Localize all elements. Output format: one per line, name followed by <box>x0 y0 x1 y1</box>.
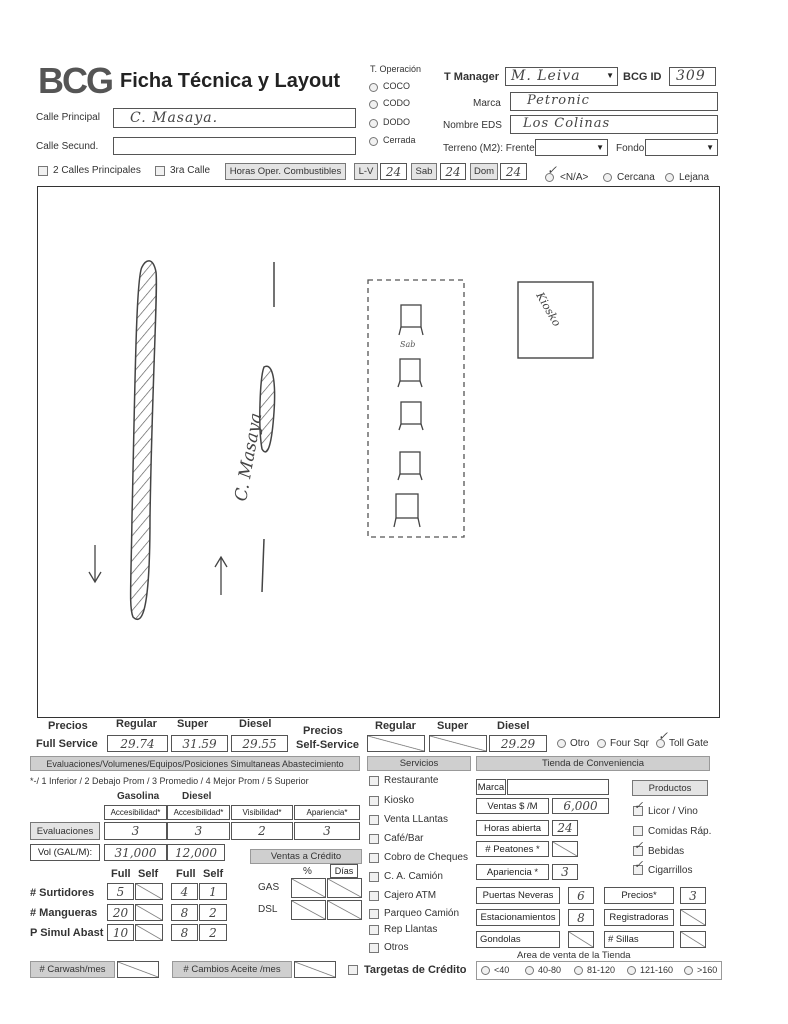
pump-1 <box>399 305 423 335</box>
logo: BCG <box>38 60 112 101</box>
t-manager-label: T Manager <box>444 71 500 83</box>
horas-abierta-label: Horas abierta <box>476 820 549 836</box>
cercana-label: Cercana <box>617 172 655 183</box>
self-super-field[interactable] <box>429 735 487 752</box>
sillas-label: # Sillas <box>604 931 674 948</box>
apariencia-header: Apariencia* <box>294 805 360 820</box>
diesel-eval-label: Diesel <box>182 791 212 802</box>
chevron-down-icon: ▼ <box>606 71 614 80</box>
area-gt160-label: >160 <box>697 965 718 975</box>
chevron-down-icon: ▼ <box>596 143 604 152</box>
accesibilidad-dsl-header: Accesibilidad* <box>167 805 230 820</box>
area-lt40-label: <40 <box>494 965 510 975</box>
gondolas-field[interactable] <box>568 931 594 948</box>
lv-field[interactable]: 24 <box>380 163 407 180</box>
servicio-otros-label: Otros <box>384 942 409 953</box>
accesibilidad-gas-header: Accesibilidad* <box>104 805 167 820</box>
eval-apariencia[interactable]: 3 <box>294 822 360 840</box>
area-gt160-radio[interactable] <box>684 966 693 975</box>
carwash-field[interactable] <box>117 961 159 978</box>
precios-tienda-field[interactable]: 3 <box>680 887 706 904</box>
kiosk-label: Kiosko <box>533 290 564 329</box>
sketch-drawing <box>38 187 721 719</box>
cambios-aceite-field[interactable] <box>294 961 336 978</box>
op-dodo-label: DODO <box>383 117 410 127</box>
dsl-full-label: Full <box>176 868 196 880</box>
checkmark-icon: ✓ <box>658 729 670 743</box>
mangueras-label: # Mangueras <box>30 907 98 919</box>
full-super-field[interactable]: 31.59 <box>171 735 228 752</box>
gasolina-label: Gasolina <box>117 791 160 802</box>
puertas-neveras-field[interactable]: 6 <box>568 887 594 904</box>
surtidores-gas-full[interactable]: 5 <box>107 883 134 900</box>
area-121-160-radio[interactable] <box>627 966 636 975</box>
servicio-venta-llantas-label: Venta LLantas <box>384 814 448 825</box>
t-manager-value: M. Leiva <box>511 68 581 84</box>
servicio-restaurante-label: Restaurante <box>384 775 439 786</box>
servicio-ca-camion-checkbox[interactable] <box>369 872 379 882</box>
na-label: <N/A> <box>560 172 589 183</box>
op-cerrada-label: Cerrada <box>383 135 416 145</box>
calle-principal-label: Calle Principal <box>36 112 100 123</box>
tienda-marca-label: Marca <box>476 779 506 795</box>
t-operacion-label: T. Operación <box>370 64 422 74</box>
dsl-label: DSL <box>258 904 278 915</box>
gas-full-label: Full <box>111 868 131 880</box>
otro-radio[interactable] <box>557 739 566 748</box>
registradoras-field[interactable] <box>680 909 706 926</box>
servicio-rep-llantas-label: Rep Llantas <box>384 924 438 935</box>
marca-label: Marca <box>473 98 501 109</box>
simul-gas-full[interactable]: 10 <box>107 924 134 941</box>
op-dodo-radio[interactable] <box>369 119 378 128</box>
median-left <box>131 261 157 620</box>
area-121-160-label: 121-160 <box>640 965 674 975</box>
ventas-label: Ventas $ /M <box>476 798 549 814</box>
area-81-120-radio[interactable] <box>574 966 583 975</box>
full-diesel-field[interactable]: 29.55 <box>231 735 288 752</box>
servicio-venta-llantas-checkbox[interactable] <box>369 815 379 825</box>
servicio-cafe-bar-checkbox[interactable] <box>369 834 379 844</box>
visibilidad-header: Visibilidad* <box>231 805 293 820</box>
tienda-marca-field[interactable] <box>507 779 609 795</box>
surtidores-label: # Surtidores <box>30 887 95 899</box>
producto-comidas-label: Comidas Ráp. <box>648 826 712 837</box>
cambios-aceite-label: # Cambios Aceite /mes <box>172 961 292 978</box>
ventas-credito-header: Ventas a Crédito <box>250 849 362 864</box>
producto-licor-label: Licor / Vino <box>648 806 698 817</box>
tarjetas-credito-checkbox[interactable] <box>348 965 358 975</box>
servicio-otros-checkbox[interactable] <box>369 943 379 953</box>
servicio-restaurante-checkbox[interactable] <box>369 776 379 786</box>
area-40-80-radio[interactable] <box>525 966 534 975</box>
gas-pct-field[interactable] <box>291 878 326 898</box>
self-diesel-label: Diesel <box>497 720 530 732</box>
self-service-label: Self-Service <box>296 739 359 751</box>
precios-self-label: Precios <box>303 725 343 737</box>
precios-tienda-label: Precios* <box>604 887 674 904</box>
nombre-eds-field[interactable] <box>510 115 718 134</box>
dom-label: Dom <box>470 163 498 180</box>
otro-label: Otro <box>570 738 590 749</box>
dias-label: Días <box>330 864 358 878</box>
servicio-cajero-atm-checkbox[interactable] <box>369 891 379 901</box>
tarjetas-credito-label: Targetas de Crédito <box>364 964 467 976</box>
fondo-label: Fondo <box>616 143 645 154</box>
vol-label: Vol (GAL/M): <box>30 844 100 861</box>
checkmark-icon: ✓ <box>547 163 559 177</box>
horas-oper-button[interactable]: Horas Oper. Combustibles <box>225 163 346 180</box>
apariencia-tienda-label: Apariencia * <box>476 864 549 880</box>
precios-label: Precios <box>48 720 88 732</box>
producto-comidas-checkbox[interactable] <box>633 826 643 836</box>
vol-gas-field[interactable]: 31,000 <box>104 844 167 861</box>
calle-principal-value: C. Masaya. <box>130 110 219 126</box>
simul-gas-self[interactable] <box>135 924 163 941</box>
four-sqr-radio[interactable] <box>597 739 606 748</box>
mangueras-dsl-self[interactable]: 2 <box>199 904 227 921</box>
pump-5 <box>394 494 420 527</box>
pump-4 <box>398 452 422 480</box>
apariencia-tienda-field[interactable]: 3 <box>552 864 578 880</box>
gondolas-label: Gondolas <box>476 931 560 948</box>
marca-field[interactable] <box>510 92 718 111</box>
simul-dsl-full[interactable]: 8 <box>171 924 198 941</box>
full-regular-field[interactable]: 29.74 <box>107 735 168 752</box>
checkmark-icon: ✓ <box>634 839 645 852</box>
op-codo-label: CODO <box>383 98 410 108</box>
peatones-label: # Peatones * <box>476 841 549 857</box>
bcg-id-value: 309 <box>676 68 706 84</box>
area-venta-label: Area de venta de la Tienda <box>517 950 631 961</box>
horas-abierta-field[interactable]: 24 <box>552 820 578 836</box>
lv-label: L-V <box>354 163 378 180</box>
estacionamientos-field[interactable]: 8 <box>568 909 594 926</box>
carwash-label: # Carwash/mes <box>30 961 115 978</box>
calle-secund-field[interactable] <box>113 137 356 155</box>
registradoras-label: Registradoras <box>604 909 674 926</box>
area-lt40-radio[interactable] <box>481 966 490 975</box>
pump-2 <box>398 359 422 387</box>
lejana-label: Lejana <box>679 172 710 183</box>
area-81-120-label: 81-120 <box>587 965 616 975</box>
servicio-cobro-cheques-label: Cobro de Cheques <box>384 852 468 863</box>
marca-value: Petronic <box>527 93 590 108</box>
checkmark-icon: ✓ <box>634 799 645 812</box>
dsl-self-label: Self <box>203 868 224 880</box>
self-super-label: Super <box>437 720 469 732</box>
terreno-label: Terreno (M2): Frente <box>443 143 535 154</box>
simul-abast-label: P Simul Abast <box>30 927 104 939</box>
super-label: Super <box>177 718 209 730</box>
estacionamientos-label: Estacionamientos <box>476 909 560 926</box>
regular-label: Regular <box>116 718 157 730</box>
surtidores-dsl-full[interactable]: 4 <box>171 883 198 900</box>
self-regular-field[interactable] <box>367 735 425 752</box>
t-manager-select[interactable] <box>505 67 618 86</box>
tienda-header: Tienda de Conveniencia <box>476 756 710 771</box>
gas-dias-field[interactable] <box>327 878 362 898</box>
tercera-calle-checkbox[interactable] <box>155 166 165 176</box>
eval-visibilidad[interactable]: 2 <box>231 822 293 840</box>
dom-field[interactable]: 24 <box>500 163 527 180</box>
four-sqr-label: Four Sqr <box>610 738 649 749</box>
pump-label: Sab <box>400 340 416 349</box>
tercera-calle-label: 3ra Calle <box>170 165 211 176</box>
cercana-radio[interactable] <box>603 173 612 182</box>
street-label: C. Masaya <box>231 411 267 503</box>
nombre-eds-value: Los Colinas <box>523 116 611 131</box>
chevron-down-icon: ▼ <box>706 143 714 152</box>
op-coco-label: COCO <box>383 81 410 91</box>
sillas-field[interactable] <box>680 931 706 948</box>
gas-label: GAS <box>258 882 280 893</box>
productos-button[interactable]: Productos <box>632 780 708 796</box>
surtidores-gas-self[interactable] <box>135 883 163 900</box>
dos-calles-checkbox[interactable] <box>38 166 48 176</box>
evaluaciones-scale: *-/ 1 Inferior / 2 Debajo Prom / 3 Promedio / 4 Mejor Prom / 5 Superior <box>30 776 309 786</box>
producto-cigarrillos-label: Cigarrillos <box>648 865 693 876</box>
pct-label: % <box>303 866 312 877</box>
peatones-field[interactable] <box>552 841 578 857</box>
lejana-radio[interactable] <box>665 173 674 182</box>
toll-gate-label: Toll Gate <box>669 738 709 749</box>
layout-sketch-area[interactable] <box>37 186 720 718</box>
mangueras-gas-full[interactable]: 20 <box>107 904 134 921</box>
servicios-header: Servicios <box>367 756 471 771</box>
servicio-cobro-cheques-checkbox[interactable] <box>369 853 379 863</box>
area-40-80-label: 40-80 <box>538 965 562 975</box>
evaluaciones-label: Evaluaciones <box>30 822 100 840</box>
nombre-eds-label: Nombre EDS <box>443 120 502 131</box>
pump-island <box>368 280 464 537</box>
eval-accesibilidad-dsl[interactable]: 3 <box>167 822 230 840</box>
mangueras-dsl-full[interactable]: 8 <box>171 904 198 921</box>
bcg-id-label: BCG ID <box>623 71 662 83</box>
eval-accesibilidad-gas[interactable]: 3 <box>104 822 167 840</box>
ventas-field[interactable]: 6,000 <box>552 798 609 814</box>
sab-label: Sab <box>411 163 437 180</box>
calle-principal-field[interactable] <box>113 108 356 128</box>
lane-line-bottom <box>262 539 264 592</box>
dsl-pct-field[interactable] <box>291 900 326 920</box>
frente-select[interactable] <box>535 139 608 156</box>
servicio-ca-camion-label: C. A. Camión <box>384 871 443 882</box>
vol-dsl-field[interactable]: 12,000 <box>167 844 225 861</box>
op-codo-radio[interactable] <box>369 100 378 109</box>
mangueras-gas-self[interactable] <box>135 904 163 921</box>
sab-field[interactable]: 24 <box>440 163 466 180</box>
page-title: Ficha Técnica y Layout <box>120 70 341 92</box>
bcg-id-field[interactable] <box>669 67 716 86</box>
op-coco-radio[interactable] <box>369 83 378 92</box>
checkmark-icon: ✓ <box>634 858 645 871</box>
servicio-rep-llantas-checkbox[interactable] <box>369 925 379 935</box>
evaluaciones-header: Evaluaciones/Volumenes/Equipos/Posiciones Simultaneas Abastecimiento <box>30 756 360 771</box>
simul-dsl-self[interactable]: 2 <box>199 924 227 941</box>
producto-bebidas-label: Bebidas <box>648 846 685 857</box>
self-diesel-field[interactable]: 29.29 <box>489 735 547 752</box>
servicio-parqueo-camion-label: Parqueo Camión <box>384 908 460 919</box>
full-service-label: Full Service <box>36 738 98 750</box>
servicio-cajero-atm-label: Cajero ATM <box>384 890 437 901</box>
op-cerrada-radio[interactable] <box>369 137 378 146</box>
dos-calles-label: 2 Calles Principales <box>53 165 141 176</box>
fondo-select[interactable] <box>645 139 718 156</box>
dsl-dias-field[interactable] <box>327 900 362 920</box>
diesel-label: Diesel <box>239 718 272 730</box>
gas-self-label: Self <box>138 868 159 880</box>
servicio-kiosko-checkbox[interactable] <box>369 796 379 806</box>
servicio-kiosko-label: Kiosko <box>384 795 415 806</box>
puertas-neveras-label: Puertas Neveras <box>476 887 560 904</box>
calle-secund-label: Calle Secund. <box>36 141 99 152</box>
servicio-parqueo-camion-checkbox[interactable] <box>369 909 379 919</box>
servicio-cafe-bar-label: Café/Bar <box>384 833 424 844</box>
pump-3 <box>399 402 423 430</box>
self-regular-label: Regular <box>375 720 416 732</box>
surtidores-dsl-self[interactable]: 1 <box>199 883 227 900</box>
